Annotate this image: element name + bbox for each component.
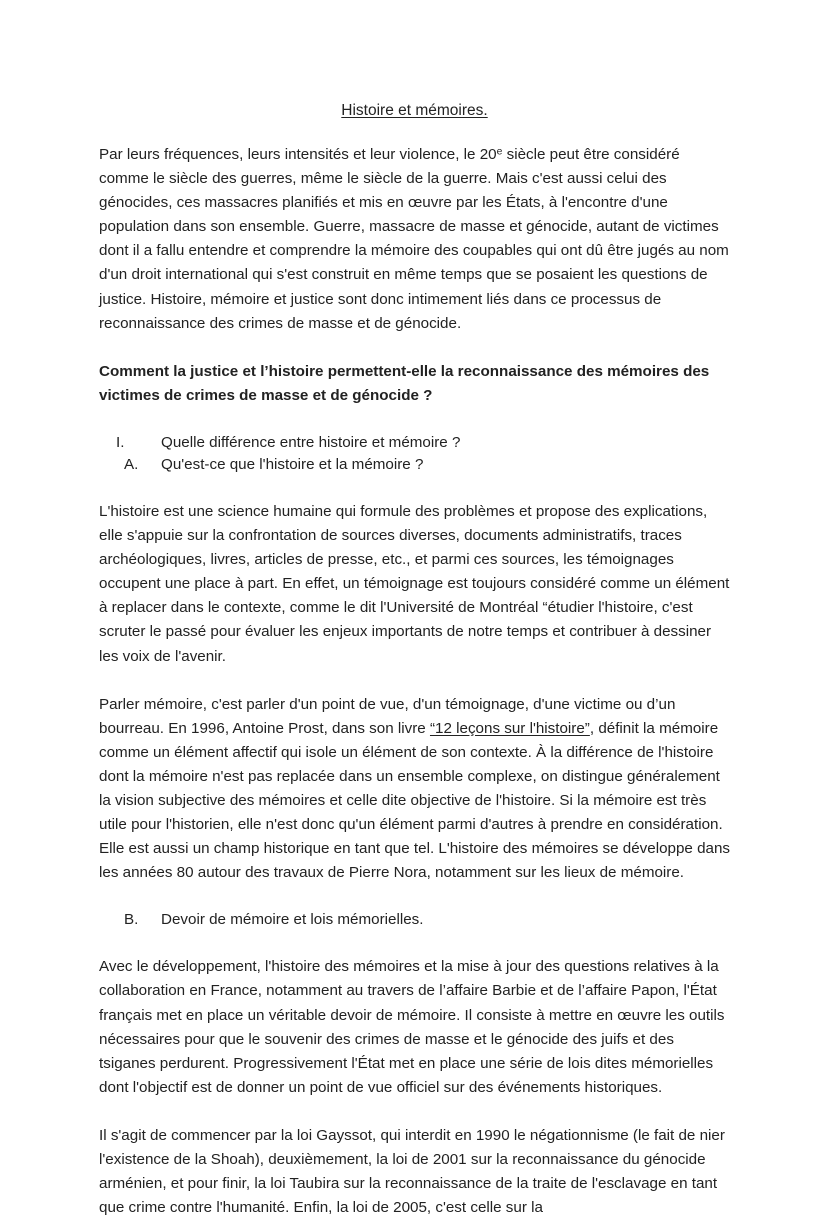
memoire-text-before-title: Parler mémoire, c'est parler d'un point de vue, d'un témoignage, d'une victime ou d’un bourreau. En 1996, Antoine Prost, dans son livre xyxy=(99,695,676,737)
paragraph-lois-memorielles: Il s'agit de commencer par la loi Gayssot, qui interdit en 1990 le négationnisme (le fait de nier l'existence de la Shoah), deuxièmement, la loi de 2001 sur la reconnaissance du génocide arménien, et pour finir, la loi Taubira sur la reconnaissance de la traite de l'esclavage en tant que crime contre l'humanité. Enfin, la loi de 2005, c'est celle sur la xyxy=(99,1126,725,1217)
outline-marker-b: B. xyxy=(124,911,139,929)
paragraph-introduction xyxy=(99,143,730,336)
intro-text-before-superscript: Par leurs fréquences, leurs intensités et leur violence, le 20 xyxy=(99,146,497,163)
page-title: Histoire et mémoires. xyxy=(341,102,488,119)
outline-marker-roman-one: I. xyxy=(116,433,125,451)
outline-label-b: Devoir de mémoire et lois mémorielles. xyxy=(161,911,424,929)
outline-marker-a: A. xyxy=(124,455,139,473)
outline-label-a: Qu'est-ce que l'histoire et la mémoire ? xyxy=(161,455,424,473)
paragraph-memoire xyxy=(99,693,730,886)
paragraph-histoire-science: L'histoire est une science humaine qui formule des problèmes et propose des explications, elle s'appuie sur la confrontation de sources diverses, documents administratifs, traces archéologiques, livres, articles de presse, etc., et parmi ces sources, les témoignages occupent une place à part. En effet, un témoignage est toujours considéré comme un élément à replacer dans le contexte, comme le dit l'Université de Montréal “étudier l'histoire, c'est scruter le passé pour évaluer les enjeux importants de notre temps et contribuer à dessiner les voix de l'avenir. xyxy=(99,502,730,665)
outline-item-roman-one xyxy=(99,432,730,454)
ordinal-superscript: e xyxy=(496,146,503,158)
outline-list xyxy=(99,432,730,476)
outline-item-b xyxy=(99,909,730,931)
book-title-citation: “12 leçons sur l'histoire” xyxy=(429,719,590,737)
paragraph-devoir-de-memoire: Avec le développement, l'histoire des mémoires et la mise à jour des questions relatives à la collaboration en France, notamment au travers de l’affaire Barbie et de l’affaire Papon, l'État français met en place un véritable devoir de mémoire. Il consiste à mettre en œuvre les outils nécessaires pour que le souvenir des crimes de masse et le génocide des juifs et des tsiganes perdurent. Progressivement l'État met en place une série de lois dites mémorielles dont l'objectif est de donner un point de vue officiel sur des événements historiques. xyxy=(99,958,725,1096)
problematique-heading: Comment la justice et l’histoire permettent-elle la reconnaissance des mémoires des victimes de crimes de masse et de génocide ? xyxy=(99,362,710,404)
intro-text-after-superscript: siècle peut être considéré comme le siècle des guerres, même le siècle de la guerre. Mais c'est aussi celui des génocides, ces massacres planifiés et mis en œuvre par les États, à l'encontre d'une population dans son ensemble. Guerre, massacre de masse et génocide, autant de victimes dont il a fallu entendre et comprendre la mémoire des coupables qui ont dû être jugés au nom d'un droit international qui s'est construit en même temps que se posaient les questions de justice. Histoire, mémoire et justice sont donc intimement liés dans ce processus de reconnaissance des crimes de masse et de génocide. xyxy=(99,146,729,332)
outline-item-a xyxy=(99,454,730,476)
memoire-text-after-title: , définit la mémoire comme un élément affectif qui isole un élément de son contexte. À la différence de l'histoire dont la mémoire n'est pas replacée dans un ensemble complexe, on distingue généralement la vision subjective des mémoires et celle dite objective de l'histoire. Si la mémoire est très utile pour l'historien, elle n'est donc qu'un élément parmi d'autres à prendre en considération. Elle est aussi un champ historique en tant que tel. L'histoire des mémoires se développe dans les années 80 autour des travaux de Pierre Nora, notamment sur les lieux de mémoire. xyxy=(99,719,731,882)
outline-label-roman-one: Quelle différence entre histoire et mémoire ? xyxy=(161,433,461,451)
